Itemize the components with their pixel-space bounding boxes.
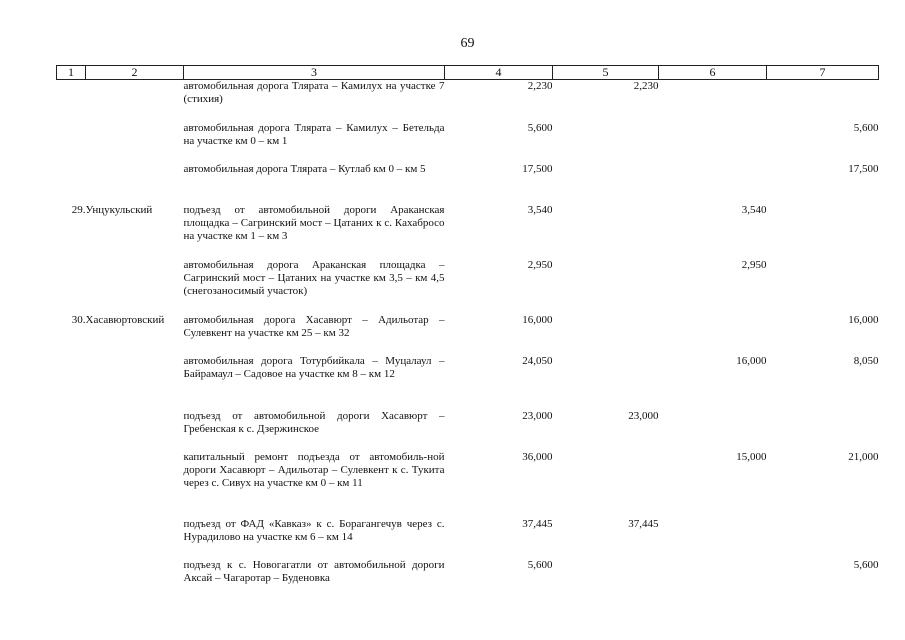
row-number: 30. <box>71 313 86 326</box>
column-header-6: 6 <box>659 66 767 80</box>
header-row <box>57 66 879 80</box>
table-row <box>57 259 879 314</box>
cell-col7 <box>767 259 879 314</box>
row-number <box>57 163 86 204</box>
row-number <box>57 410 86 451</box>
cell-col5 <box>553 451 659 518</box>
cell-col4: 17,500 <box>522 162 553 175</box>
column-header-7: 7 <box>767 66 879 80</box>
road-description: капитальный ремонт подъезда от автомобиль-ной дороги Хасавюрт – Адильотар – Сулевкент к с. Тукита через с. Сивух на участке км 0 – км 11 <box>183 450 445 489</box>
district-name <box>86 451 184 518</box>
road-description: автомобильная дорога Хасавюрт – Адильотар – Сулевкент на участке км 25 – км 32 <box>183 313 445 339</box>
cell-col7: 16,000 <box>848 313 879 326</box>
road-description: подъезд от автомобильной дороги Араканская площадка – Сагринский мост – Цатаних к с. Кахабросо на участке км 1 – км 3 <box>183 203 445 242</box>
district-name <box>86 518 184 559</box>
cell-col7 <box>767 80 879 122</box>
cell-col5 <box>553 259 659 314</box>
column-header-4: 4 <box>445 66 553 80</box>
road-description: автомобильная дорога Тлярата – Камилух – Бетельда на участке км 0 – км 1 <box>183 121 445 147</box>
table-row <box>57 122 879 163</box>
cell-col5 <box>553 355 659 410</box>
district-name <box>86 122 184 163</box>
district-name <box>86 259 184 314</box>
cell-col5 <box>553 559 659 589</box>
cell-col5: 23,000 <box>628 409 659 422</box>
road-description: подъезд от ФАД «Кавказ» к с. Борагангечув через с. Нурадилово на участке км 6 – км 14 <box>183 517 445 543</box>
cell-col6 <box>659 80 767 122</box>
row-number <box>57 80 86 122</box>
row-number <box>57 559 86 589</box>
cell-col7: 8,050 <box>853 354 879 367</box>
district-name <box>86 559 184 589</box>
row-number <box>57 451 86 518</box>
cell-col5 <box>553 314 659 355</box>
cell-col4: 24,050 <box>522 354 553 367</box>
table-row <box>57 204 879 259</box>
cell-col5 <box>553 163 659 204</box>
cell-col6: 2,950 <box>741 258 767 271</box>
cell-col5 <box>553 122 659 163</box>
cell-col7 <box>767 204 879 259</box>
cell-col7 <box>767 410 879 451</box>
row-number: 29. <box>71 203 86 216</box>
column-header-2: 2 <box>86 66 184 80</box>
cell-col5 <box>553 204 659 259</box>
cell-col5: 2,230 <box>633 80 659 92</box>
road-description: подъезд от автомобильной дороги Хасавюрт – Гребенская к с. Дзержинское <box>183 409 445 435</box>
cell-col7 <box>767 518 879 559</box>
row-number <box>57 518 86 559</box>
district-name <box>86 80 184 122</box>
cell-col6: 16,000 <box>736 354 767 367</box>
row-number <box>57 259 86 314</box>
table-row <box>57 451 879 518</box>
cell-col4: 2,230 <box>527 80 553 92</box>
cell-col6: 3,540 <box>741 203 767 216</box>
table-row <box>57 355 879 410</box>
road-funding-table <box>56 65 879 589</box>
column-header-1: 1 <box>57 66 86 80</box>
cell-col7: 5,600 <box>853 558 879 571</box>
cell-col7: 21,000 <box>848 450 879 463</box>
table-row <box>57 559 879 589</box>
road-description: подъезд к с. Новогагатли от автомобильной дороги Аксай – Чагаротар – Буденовка <box>183 558 445 584</box>
table-row <box>57 410 879 451</box>
cell-col6 <box>659 314 767 355</box>
cell-col7: 5,600 <box>853 121 879 134</box>
row-number <box>57 122 86 163</box>
table-row <box>57 314 879 355</box>
column-header-3: 3 <box>184 66 445 80</box>
district-name <box>86 410 184 451</box>
table-row <box>57 518 879 559</box>
cell-col4: 23,000 <box>522 409 553 422</box>
district-name: Хасавюртовский <box>85 313 165 326</box>
column-header-5: 5 <box>553 66 659 80</box>
cell-col6 <box>659 559 767 589</box>
cell-col4: 36,000 <box>522 450 553 463</box>
cell-col6: 15,000 <box>736 450 767 463</box>
cell-col6 <box>659 518 767 559</box>
cell-col4: 3,540 <box>527 203 553 216</box>
cell-col4: 16,000 <box>522 313 553 326</box>
cell-col4: 5,600 <box>527 121 553 134</box>
road-description: автомобильная дорога Тлярата – Кутлаб км 0 – км 5 <box>183 162 426 175</box>
cell-col4: 37,445 <box>522 517 553 530</box>
cell-col7: 17,500 <box>848 162 879 175</box>
cell-col6 <box>659 122 767 163</box>
road-description: автомобильная дорога Араканская площадка – Сагринский мост – Цатаних на участке км 3,5 – км 4,5 (снегозаносимый участок) <box>183 258 445 297</box>
cell-col6 <box>659 410 767 451</box>
table-row <box>57 80 879 122</box>
district-name <box>86 355 184 410</box>
road-description: автомобильная дорога Тотурбийкала – Муцалаул – Байрамаул – Садовое на участке км 8 – км 12 <box>183 354 445 380</box>
district-name: Унцукульский <box>85 203 153 216</box>
district-name <box>86 163 184 204</box>
road-description: автомобильная дорога Тлярата – Камилух на участке 7 (стихия) <box>183 80 445 105</box>
cell-col6 <box>659 163 767 204</box>
cell-col5: 37,445 <box>628 517 659 530</box>
cell-col4: 5,600 <box>527 558 553 571</box>
table-row <box>57 163 879 204</box>
row-number <box>57 355 86 410</box>
page-number: 69 <box>460 36 475 51</box>
cell-col4: 2,950 <box>527 258 553 271</box>
